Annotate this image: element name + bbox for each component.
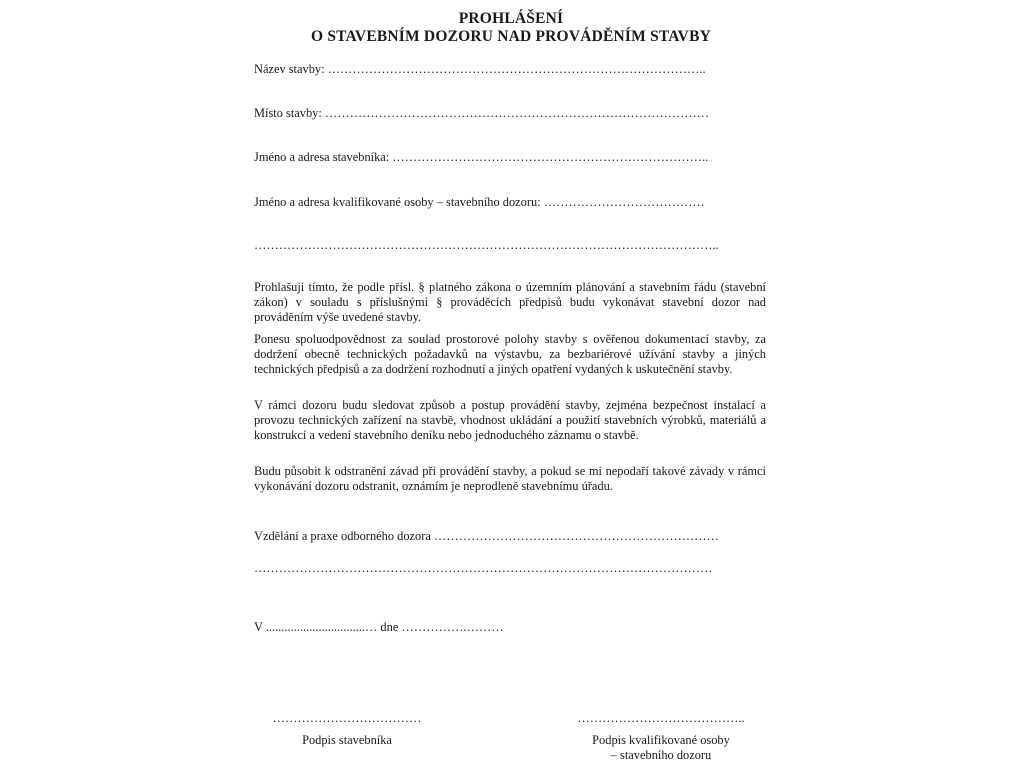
signature-label-dozor: Podpis kvalifikované osoby bbox=[592, 733, 730, 747]
field-stavebnik: Jméno a adresa stavebníka: ………………………………………………………………….. bbox=[254, 150, 709, 164]
field-vzdelani-praxe: Vzdělání a praxe odborného dozora …………………………………………………………… bbox=[254, 529, 719, 543]
paragraph-zavady: Budu působit k odstranění závad při provádění stavby, a pokud se mi nepodaří takové závady v rámci vykonávání dozoru odstranit, oznámím je neprodleně stavebnímu úřadu. bbox=[254, 464, 766, 493]
field-kvalifikovana-osoba-continued: ………………………………………………………………………………………………….. bbox=[254, 238, 719, 252]
paragraph-ramec-dozoru: V rámci dozoru budu sledovat způsob a postup provádění stavby, zejména bezpečnost instalací a provozu technických zařízení na stavbě, vhodnost ukládání a použití stavebních výrobků, materiálů a konstrukcí a vedení stavebního deníku nebo jednoduchého záznamu o stavbě. bbox=[254, 398, 766, 442]
signature-line-dozor: ………………………………….. bbox=[577, 711, 745, 725]
field-misto-datum: V ................................… dne …………….……… bbox=[254, 620, 504, 634]
signature-label-dozor-line2: – stavebního dozoru bbox=[610, 748, 712, 762]
paragraph-spoluodpovednost: Ponesu spoluodpovědnost za soulad prostorové polohy stavby s ověřenou dokumentací stavby, za dodržení obecně technických požadavků na výstavbu, za bezbariérové užívání stavby a jiných technických předpisů a za dodržení rozhodnutí a jiných opatření vydaných k uskutečnění stavby. bbox=[254, 332, 766, 376]
field-kvalifikovana-osoba: Jméno a adresa kvalifikované osoby – stavebního dozoru: ………………………………… bbox=[254, 195, 705, 209]
field-vzdelani-praxe-continued: ………………………………………………………………………………………………… bbox=[254, 561, 713, 575]
document-title: PROHLÁŠENÍ bbox=[458, 10, 564, 27]
field-nazev-stavby: Název stavby: ……………………………………………………………………………….. bbox=[254, 62, 706, 76]
signature-line-stavebnik: ……………………………… bbox=[272, 711, 422, 725]
document-subtitle: O STAVEBNÍM DOZORU NAD PROVÁDĚNÍM STAVBY bbox=[311, 28, 711, 45]
field-misto-stavby: Místo stavby: ………………………………………………………………………………… bbox=[254, 106, 710, 120]
paragraph-prohlaseni: Prohlašuji tímto, že podle přísl. § platného zákona o územním plánování a stavebním řádu (stavební zákon) v souladu s příslušnými § prováděcích předpisů budu vykonávat stavební dozor nad prováděním výše uvedené stavby. bbox=[254, 280, 766, 324]
signature-label-stavebnik: Podpis stavebníka bbox=[302, 733, 392, 747]
